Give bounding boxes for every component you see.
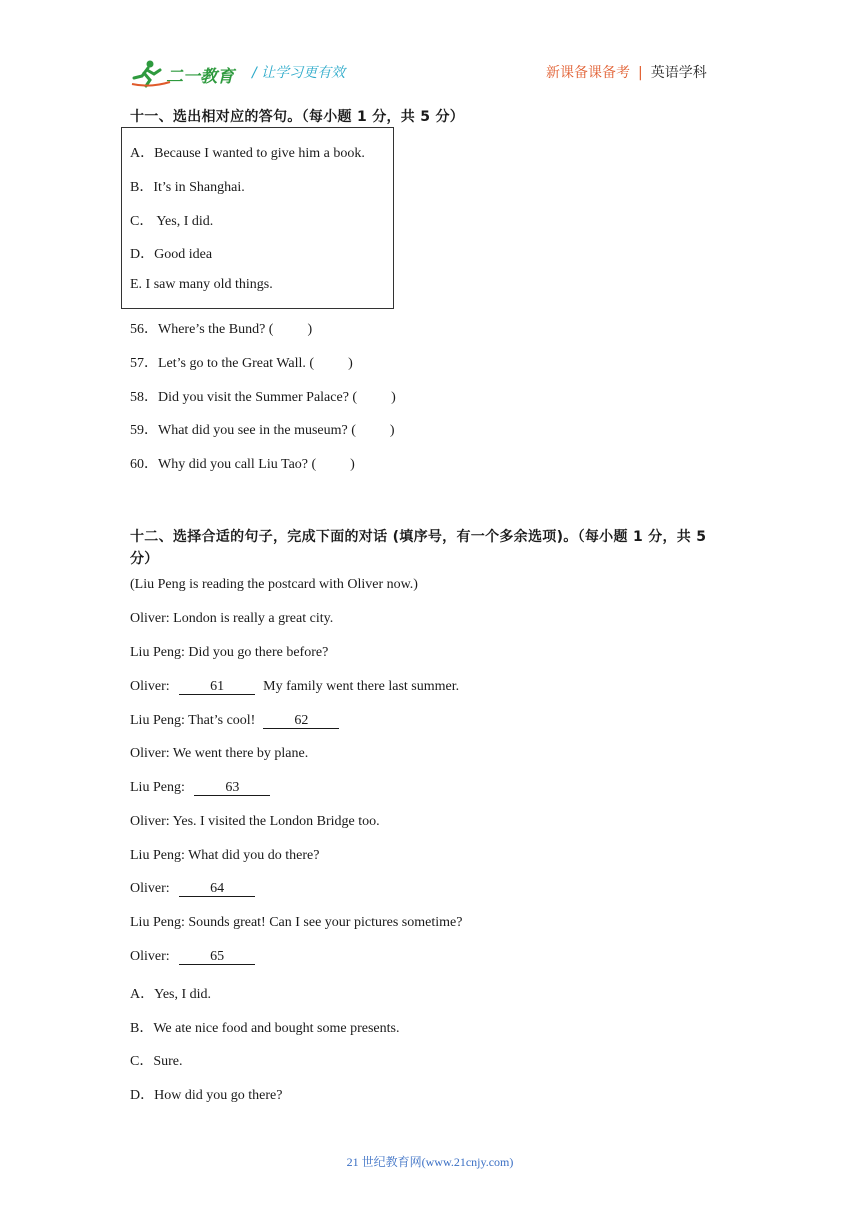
speaker: Oliver:: [130, 746, 173, 761]
speaker: Liu Peng:: [130, 848, 189, 863]
dialogue-line-5: [130, 746, 308, 762]
logo-text: 二一教育: [166, 67, 234, 87]
dialogue-text: Sounds great! Can I see your pictures sometime?: [188, 915, 463, 930]
slogan: / 让学习更有效: [252, 65, 346, 81]
speaker: Oliver:: [130, 814, 173, 829]
choice-a: A．Yes, I did.: [130, 987, 212, 1002]
question-close: ): [389, 423, 395, 438]
question-close: ): [391, 390, 396, 405]
speaker: Oliver:: [130, 611, 174, 626]
question-57: [130, 352, 353, 372]
dialogue-line-3: [130, 679, 459, 695]
logo: [130, 58, 240, 88]
dialogue-line-10: [130, 915, 462, 931]
speaker: Oliver:: [130, 949, 174, 964]
option-c: C． Yes, I did.: [130, 214, 214, 229]
header-tag: 新课备课备考: [546, 65, 630, 81]
dialogue-text: We went there by plane.: [172, 746, 309, 761]
option-a: A．Because I wanted to give him a book.: [130, 146, 365, 161]
question-text: 59．What did you see in the museum? (: [130, 423, 356, 438]
blank-61[interactable]: 61: [179, 679, 255, 695]
dialogue-line-6: [130, 780, 270, 796]
question-60: [130, 453, 355, 473]
header-subject: [546, 62, 707, 82]
question-text: 56．Where’s the Bund? (: [130, 322, 274, 337]
dialogue-line-4: [130, 713, 339, 729]
dialogue-line-11: [130, 949, 255, 965]
speaker: Liu Peng:: [130, 780, 189, 795]
question-text: 57．Let’s go to the Great Wall. (: [130, 356, 315, 371]
dialogue-line-9: [130, 881, 255, 897]
speaker: Liu Peng:: [130, 915, 189, 930]
speaker: Liu Peng:: [130, 713, 189, 728]
option-e: E. I saw many old things.: [130, 277, 273, 292]
question-58: [130, 386, 396, 406]
option-d: D．Good idea: [130, 247, 213, 262]
header-separator: |: [638, 65, 643, 81]
question-59: [130, 419, 395, 439]
dialogue-text: Did you go there before?: [188, 645, 329, 660]
blank-64[interactable]: 64: [179, 881, 255, 897]
dialogue-text: Yes. I visited the London Bridge too.: [172, 814, 380, 829]
footer: 21 世纪教育网(www.21cnjy.com): [346, 1155, 514, 1169]
question-close: ): [348, 356, 353, 371]
question-text: 58．Did you visit the Summer Palace? (: [130, 390, 358, 405]
speaker: Oliver:: [130, 881, 174, 896]
dialogue-line-1: [130, 611, 333, 627]
section-12-title-line1: 十二、选择合适的句子，完成下面的对话 (填序号，有一个多余选项)。（每小题 1 分，共 5: [130, 529, 707, 545]
dialogue-line-7: [130, 814, 380, 830]
dialogue-line-2: [130, 645, 328, 661]
speaker: Liu Peng:: [130, 645, 189, 660]
question-close: ): [307, 322, 313, 337]
dialogue-text: My family went there last summer.: [263, 679, 460, 694]
dialogue-text: London is really a great city.: [173, 611, 334, 626]
choice-b: B．We ate nice food and bought some presents.: [130, 1021, 400, 1036]
header-subject-label: 英语学科: [650, 65, 707, 81]
dialogue-text: What did you do there?: [188, 848, 320, 863]
section-11-title: 十一、选出相对应的答句。（每小题 1 分，共 5 分）: [130, 109, 465, 125]
question-close: ): [350, 457, 355, 472]
section-12-title-line2: 分）: [130, 551, 159, 567]
choice-d: D．How did you go there?: [130, 1088, 283, 1103]
blank-62[interactable]: 62: [263, 713, 339, 729]
option-b: B．It’s in Shanghai.: [130, 180, 245, 195]
question-text: 60．Why did you call Liu Tao? (: [130, 457, 317, 472]
speaker: Oliver:: [130, 679, 174, 694]
dialogue-intro: (Liu Peng is reading the postcard with Oliver now.): [130, 577, 418, 592]
blank-63[interactable]: 63: [194, 780, 270, 796]
choice-c: C．Sure.: [130, 1054, 183, 1069]
dialogue-text: That’s cool!: [188, 713, 256, 728]
question-56: [130, 318, 312, 338]
blank-65[interactable]: 65: [179, 949, 255, 965]
dialogue-line-8: [130, 848, 319, 864]
